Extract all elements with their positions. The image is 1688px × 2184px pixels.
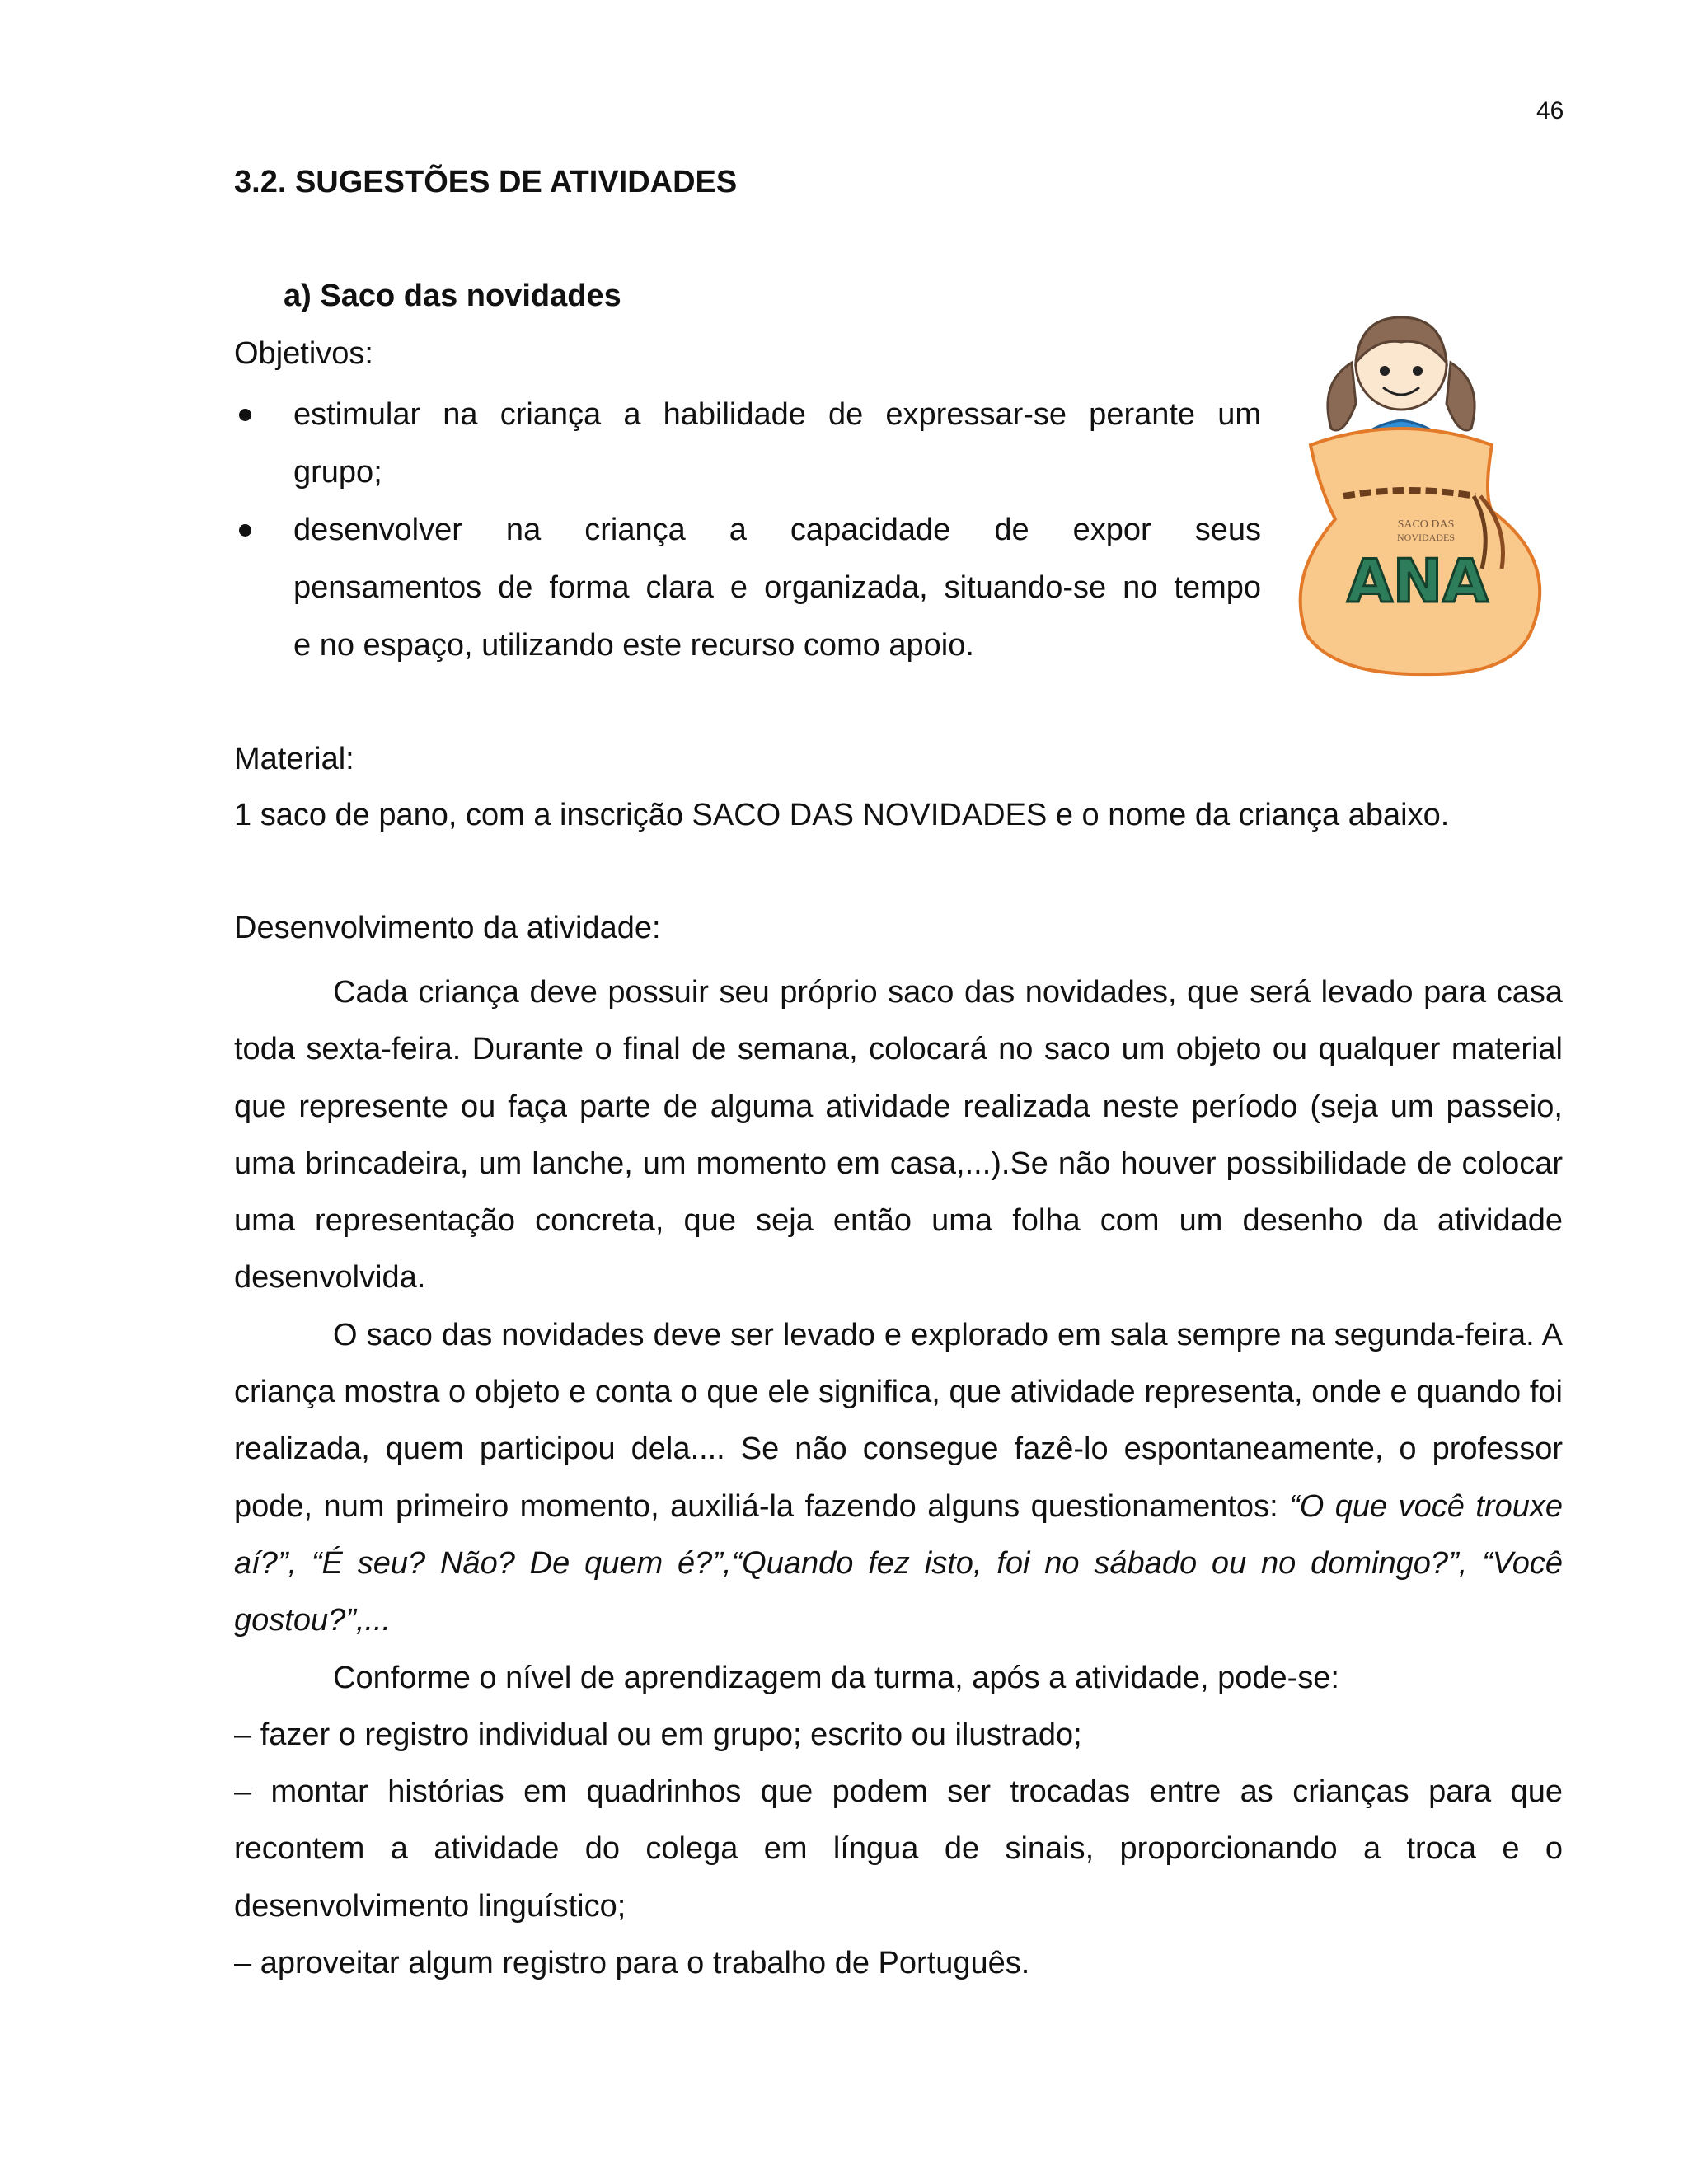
objective-text: pensamentos de forma clara e organizada, situando-se no tempo: [293, 570, 1261, 605]
page-number: 46: [1536, 97, 1564, 124]
saco-das-novidades-illustration: [1286, 305, 1566, 684]
objective-item: [234, 386, 1261, 501]
paragraph-text: O saco das novidades deve ser levado e explorado em sala sempre na segunda-feira. A criança mostra o objeto e conta o que ele significa, que atividade representa, onde e quando foi realizada, quem participou dela.... Se não consegue fazê-lo espontaneamente, o professor pode, num primeiro momento, auxiliá-la fazendo alguns questionamentos:: [234, 1317, 1563, 1524]
list-item: – aproveitar algum registro para o trabalho de Português.: [234, 1946, 1030, 1981]
subsection-title: a) Saco das novidades: [284, 279, 621, 313]
list-item: – fazer o registro individual ou em grupo; escrito ou ilustrado;: [234, 1717, 1082, 1752]
paragraph: Conforme o nível de aprendizagem da turma, após a atividade, pode-se:: [333, 1660, 1339, 1695]
material-text: 1 saco de pano, com a inscrição SACO DAS NOVIDADES e o nome da criança abaixo.: [234, 798, 1450, 832]
objective-text: estimular na criança a habilidade de expressar-se perante um: [293, 397, 1261, 432]
objective-text: e no espaço, utilizando este recurso como apoio.: [293, 628, 974, 663]
bullet-icon: [234, 386, 293, 501]
quoted-questions: “O que você trouxe aí?”, “É seu? Não? De quem é?”,“Quando fez isto, foi no sábado ou no domingo?”, “Você gostou?”,...: [234, 1488, 1563, 1638]
objective-item: [234, 501, 1261, 674]
bag-label: NOVIDADES: [1397, 532, 1455, 543]
objective-text: grupo;: [293, 455, 382, 490]
section-title: 3.2. SUGESTÕES DE ATIVIDADES: [234, 165, 738, 199]
material-label: Material:: [234, 742, 354, 776]
child-name: ANA: [1347, 546, 1489, 616]
objective-text: desenvolver na criança a capacidade de expor seus: [293, 513, 1261, 547]
list-item: – montar histórias em quadrinhos que podem ser trocadas entre as crianças para que recontem a atividade do colega em língua de sinais, proporcionando a troca e o desenvolvimento linguístico;: [234, 1774, 1563, 1924]
development-body: [234, 964, 1563, 1992]
objectives-label: Objetivos:: [234, 336, 373, 371]
bag-label: SACO DAS: [1397, 518, 1455, 531]
bullet-icon: [234, 501, 293, 674]
paragraph: [234, 1307, 1563, 1650]
paragraph: Cada criança deve possuir seu próprio saco das novidades, que será levado para casa toda sexta-feira. Durante o final de semana, colocará no saco um objeto ou qualquer material que represente ou faça parte de alguma atividade realizada neste período (seja um passeio, uma brincadeira, um lanche, um momento em casa,...).Se não houver possibilidade de colocar uma representação concreta, que seja então uma folha com um desenho da atividade desenvolvida.: [234, 975, 1563, 1296]
objectives-list: [234, 386, 1261, 674]
development-label: Desenvolvimento da atividade:: [234, 911, 661, 945]
